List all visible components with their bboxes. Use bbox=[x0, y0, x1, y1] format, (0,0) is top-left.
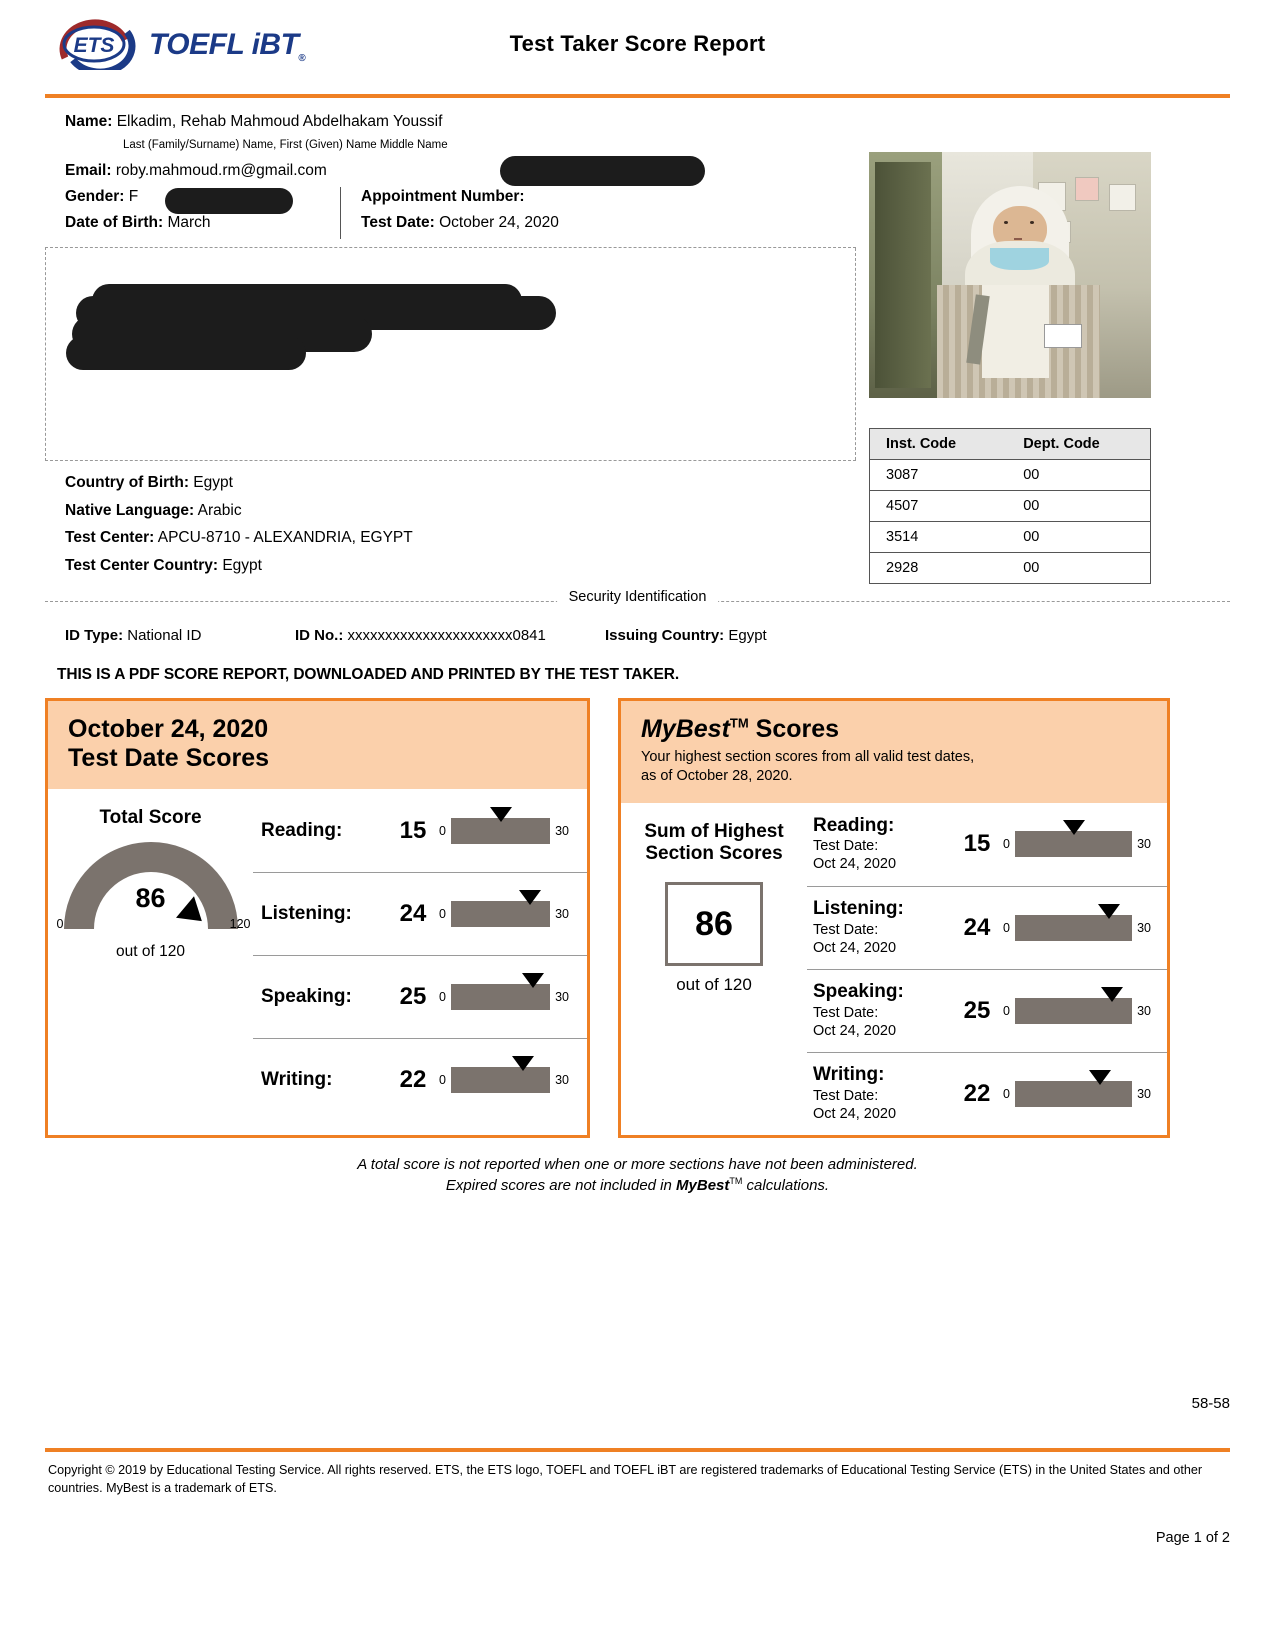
meter-min-label: 0 bbox=[439, 907, 446, 922]
total-score-value: 86 bbox=[135, 883, 166, 914]
id-number-label: ID No.: bbox=[295, 627, 344, 645]
id-type-field bbox=[65, 627, 295, 644]
meter-min-label: 0 bbox=[1003, 920, 1010, 935]
section-score-meter bbox=[439, 1067, 569, 1093]
meter-max-label: 30 bbox=[555, 990, 569, 1005]
footnote-line-1: A total score is not reported when one or more sections have not been administered. bbox=[357, 1155, 918, 1173]
mybest-section-info bbox=[813, 898, 951, 957]
name-label: Name: bbox=[65, 113, 113, 130]
mybest-panel-body bbox=[621, 803, 1167, 1135]
section-test-date-value: Oct 24, 2020 bbox=[813, 856, 897, 873]
native-language-value: Arabic bbox=[197, 501, 242, 519]
section-score-meter bbox=[1003, 915, 1151, 941]
issuing-country-label: Issuing Country: bbox=[605, 627, 725, 645]
meter-marker-icon bbox=[519, 890, 541, 905]
section-label: Reading: bbox=[813, 814, 895, 836]
security-identification-row bbox=[45, 611, 1230, 644]
id-type-label: ID Type: bbox=[65, 627, 124, 645]
total-score-gauge-column bbox=[48, 789, 253, 1121]
footnote-line2-post: calculations. bbox=[742, 1177, 830, 1195]
meter-track bbox=[451, 984, 550, 1010]
score-panels bbox=[45, 698, 1230, 1137]
security-identification-divider bbox=[45, 591, 1230, 611]
mybest-section-row bbox=[807, 1052, 1167, 1135]
footer-divider bbox=[45, 1448, 1230, 1452]
security-identification-label: Security Identification bbox=[557, 589, 719, 605]
appointment-row bbox=[361, 187, 559, 208]
test-date-label: Test Date: bbox=[361, 213, 435, 231]
section-score-row bbox=[253, 1038, 587, 1121]
id-type-value: National ID bbox=[127, 627, 202, 645]
test-center-country-label: Test Center Country: bbox=[65, 557, 219, 575]
mybest-section-info bbox=[813, 815, 951, 874]
test-date-row bbox=[361, 213, 559, 234]
page-title: Test Taker Score Report bbox=[509, 31, 766, 56]
appointment-label: Appointment Number: bbox=[361, 187, 525, 205]
test-date-value: October 24, 2020 bbox=[439, 213, 559, 231]
mybest-section-row bbox=[807, 969, 1167, 1052]
meter-marker-icon bbox=[1101, 987, 1123, 1002]
section-test-date-label: Test Date: bbox=[813, 1004, 879, 1021]
section-label: Speaking: bbox=[813, 981, 904, 1003]
meter-min-label: 0 bbox=[439, 823, 446, 838]
section-score-value: 15 bbox=[399, 816, 427, 844]
country-of-birth-value: Egypt bbox=[193, 473, 233, 491]
dob-row bbox=[65, 213, 340, 234]
section-score-row bbox=[253, 872, 587, 955]
section-test-date-value: Oct 24, 2020 bbox=[813, 1105, 897, 1122]
meter-max-label: 30 bbox=[1137, 837, 1151, 852]
total-score-out-of: out of 120 bbox=[116, 943, 185, 961]
svg-text:ETS: ETS bbox=[73, 34, 115, 57]
trademark-icon: TM bbox=[729, 715, 749, 731]
section-label: Writing: bbox=[261, 1069, 333, 1091]
id-number-value: xxxxxxxxxxxxxxxxxxxxxx0841 bbox=[347, 627, 546, 645]
section-score-row bbox=[253, 789, 587, 872]
report-serial-number: 58-58 bbox=[1191, 1395, 1230, 1412]
gender-value: F bbox=[128, 187, 139, 205]
section-score-meter bbox=[439, 901, 569, 927]
section-test-date-value: Oct 24, 2020 bbox=[813, 1022, 897, 1039]
section-test-date-label: Test Date: bbox=[813, 1087, 879, 1104]
redaction-mark-address-4 bbox=[66, 336, 306, 370]
copyright-text: Copyright © 2019 by Educational Testing Service. All rights reserved. ETS, the ETS logo, TOEFL and TOEFL iBT are registered trademarks of Educational Testing Service (ETS) in the United States and other countries. MyBest is a trademark of ETS. bbox=[48, 1463, 1203, 1495]
identity-column-divider bbox=[340, 187, 341, 239]
sum-score-box: 86 bbox=[665, 882, 763, 966]
inst-code-value: 2928 bbox=[886, 560, 919, 576]
sum-title-line1: Sum of Highest bbox=[644, 820, 784, 842]
section-score-value: 22 bbox=[963, 1079, 991, 1107]
footnote-line2-pre: Expired scores are not included in bbox=[445, 1177, 677, 1195]
native-language-label: Native Language: bbox=[65, 501, 195, 519]
section-score-meter bbox=[1003, 831, 1151, 857]
dept-code-header: Dept. Code bbox=[999, 429, 1150, 460]
id-number-field bbox=[295, 627, 605, 644]
registered-mark-icon: ® bbox=[298, 53, 306, 64]
test-center-value: APCU-8710 - ALEXANDRIA, EGYPT bbox=[157, 529, 413, 547]
mybest-section-info bbox=[813, 1064, 951, 1123]
section-test-date-label: Test Date: bbox=[813, 838, 879, 855]
table-row bbox=[870, 522, 1151, 553]
section-score-meter bbox=[439, 984, 569, 1010]
meter-min-label: 0 bbox=[1003, 1086, 1010, 1101]
sum-of-highest-label bbox=[621, 821, 807, 867]
gauge-max-label: 120 bbox=[229, 917, 251, 932]
section-score-meter bbox=[1003, 998, 1151, 1024]
inst-code-value: 3514 bbox=[870, 522, 1000, 553]
dept-code-value: 00 bbox=[999, 522, 1150, 553]
footnote-line-2 bbox=[45, 1175, 1230, 1197]
mybest-section-info bbox=[813, 981, 951, 1040]
section-score-meter bbox=[1003, 1081, 1151, 1107]
meter-track bbox=[451, 818, 550, 844]
section-label: Speaking: bbox=[261, 986, 352, 1008]
section-score-value: 25 bbox=[399, 983, 427, 1011]
issuing-country-value: Egypt bbox=[728, 627, 767, 645]
redaction-mark-appointment bbox=[500, 156, 705, 186]
section-score-bars bbox=[253, 789, 587, 1121]
dept-code-value: 00 bbox=[999, 460, 1150, 491]
section-label: Reading: bbox=[261, 819, 343, 841]
mybest-scores-word: Scores bbox=[755, 715, 840, 744]
section-score-value: 15 bbox=[963, 830, 991, 858]
meter-min-label: 0 bbox=[1003, 1003, 1010, 1018]
score-footnotes bbox=[45, 1154, 1230, 1198]
page-number: Page 1 of 2 bbox=[1155, 1530, 1230, 1546]
section-label: Listening: bbox=[261, 903, 352, 925]
section-label: Listening: bbox=[813, 898, 904, 920]
meter-track bbox=[1015, 1081, 1132, 1107]
mybest-section-row bbox=[807, 886, 1167, 969]
section-test-date-label: Test Date: bbox=[813, 921, 879, 938]
sum-title-line2: Section Scores bbox=[645, 843, 783, 865]
sum-score-out-of: out of 120 bbox=[676, 975, 752, 995]
dob-value: March bbox=[167, 213, 211, 231]
email-value: roby.mahmoud.rm@gmail.com bbox=[115, 161, 327, 179]
country-of-birth-label: Country of Birth: bbox=[65, 473, 189, 491]
test-center-country-value: Egypt bbox=[222, 557, 262, 575]
meter-max-label: 30 bbox=[555, 1073, 569, 1088]
email-label: Email: bbox=[65, 161, 112, 179]
total-score-label: Total Score bbox=[99, 807, 202, 829]
table-row bbox=[870, 553, 1151, 584]
mybest-subtitle-line2: as of October 28, 2020. bbox=[641, 768, 793, 785]
meter-min-label: 0 bbox=[1003, 837, 1010, 852]
section-score-value: 24 bbox=[963, 913, 991, 941]
page-header bbox=[45, 0, 1230, 88]
gauge-min-label: 0 bbox=[56, 917, 64, 932]
test-date-panel-title-line1: October 24, 2020 bbox=[68, 715, 269, 744]
dept-code-value: 00 bbox=[1023, 560, 1040, 576]
address-block bbox=[45, 247, 856, 461]
mybest-panel-header bbox=[621, 701, 1167, 802]
mybest-brand-text: MyBest bbox=[641, 715, 730, 744]
section-score-row bbox=[253, 955, 587, 1038]
name-row bbox=[65, 112, 1230, 133]
mybest-panel-title bbox=[641, 715, 1147, 744]
issuing-country-field bbox=[605, 627, 767, 644]
meter-marker-icon bbox=[490, 807, 512, 822]
mybest-section-row bbox=[807, 803, 1167, 886]
meter-track bbox=[1015, 831, 1132, 857]
name-format-note: Last (Family/Surname) Name, First (Given) Name Middle Name bbox=[123, 138, 448, 151]
mybest-scores-panel bbox=[618, 698, 1170, 1137]
test-center-label: Test Center: bbox=[65, 529, 155, 547]
dept-code-value: 00 bbox=[999, 491, 1150, 522]
redaction-mark-dob bbox=[165, 188, 293, 214]
inst-code-value: 4507 bbox=[870, 491, 1000, 522]
meter-max-label: 30 bbox=[555, 907, 569, 922]
meter-marker-icon bbox=[512, 1056, 534, 1071]
meter-track bbox=[451, 1067, 550, 1093]
inst-code-header: Inst. Code bbox=[870, 429, 1000, 460]
pdf-report-notice: THIS IS A PDF SCORE REPORT, DOWNLOADED AND PRINTED BY THE TEST TAKER. bbox=[57, 666, 680, 684]
meter-min-label: 0 bbox=[439, 990, 446, 1005]
sum-of-highest-column bbox=[621, 803, 807, 1135]
toefl-ibt-text: TOEFL iBT bbox=[149, 28, 299, 61]
meter-max-label: 30 bbox=[555, 823, 569, 838]
test-date-scores-panel bbox=[45, 698, 590, 1137]
section-label: Writing: bbox=[813, 1064, 885, 1086]
code-table-header-row bbox=[870, 429, 1151, 460]
test-date-panel-header bbox=[48, 701, 587, 789]
dob-label: Date of Birth: bbox=[65, 213, 164, 231]
gender-label: Gender: bbox=[65, 187, 125, 205]
section-score-value: 25 bbox=[963, 996, 991, 1024]
mybest-section-bars bbox=[807, 803, 1167, 1135]
meter-track bbox=[1015, 915, 1132, 941]
meter-max-label: 30 bbox=[1137, 1003, 1151, 1018]
mybest-panel-subtitle bbox=[641, 748, 1147, 786]
meter-marker-icon bbox=[522, 973, 544, 988]
meter-marker-icon bbox=[1098, 904, 1120, 919]
meter-min-label: 0 bbox=[439, 1073, 446, 1088]
section-score-value: 24 bbox=[399, 900, 427, 928]
test-date-panel-title-line2: Test Date Scores bbox=[68, 744, 270, 773]
total-score-gauge bbox=[56, 833, 251, 937]
meter-max-label: 30 bbox=[1137, 1086, 1151, 1101]
meter-marker-icon bbox=[1063, 820, 1085, 835]
meter-track bbox=[451, 901, 550, 927]
meter-track bbox=[1015, 998, 1132, 1024]
trademark-icon: TM bbox=[729, 1176, 743, 1187]
table-row bbox=[870, 491, 1151, 522]
mybest-subtitle-line1: Your highest section scores from all valid test dates, bbox=[641, 749, 975, 766]
test-taker-photo bbox=[869, 152, 1151, 398]
institution-code-table bbox=[869, 428, 1151, 584]
test-date-panel-body bbox=[48, 789, 587, 1121]
name-value: Elkadim, Rehab Mahmoud Abdelhakam Youssif bbox=[116, 113, 443, 130]
identity-right-column bbox=[361, 187, 559, 239]
meter-marker-icon bbox=[1089, 1070, 1111, 1085]
footnote-mybest-brand: MyBest bbox=[676, 1177, 730, 1195]
section-test-date-value: Oct 24, 2020 bbox=[813, 939, 897, 956]
section-score-value: 22 bbox=[399, 1066, 427, 1094]
inst-code-value: 3087 bbox=[870, 460, 1000, 491]
table-row bbox=[870, 460, 1151, 491]
section-score-meter bbox=[439, 818, 569, 844]
meter-max-label: 30 bbox=[1137, 920, 1151, 935]
